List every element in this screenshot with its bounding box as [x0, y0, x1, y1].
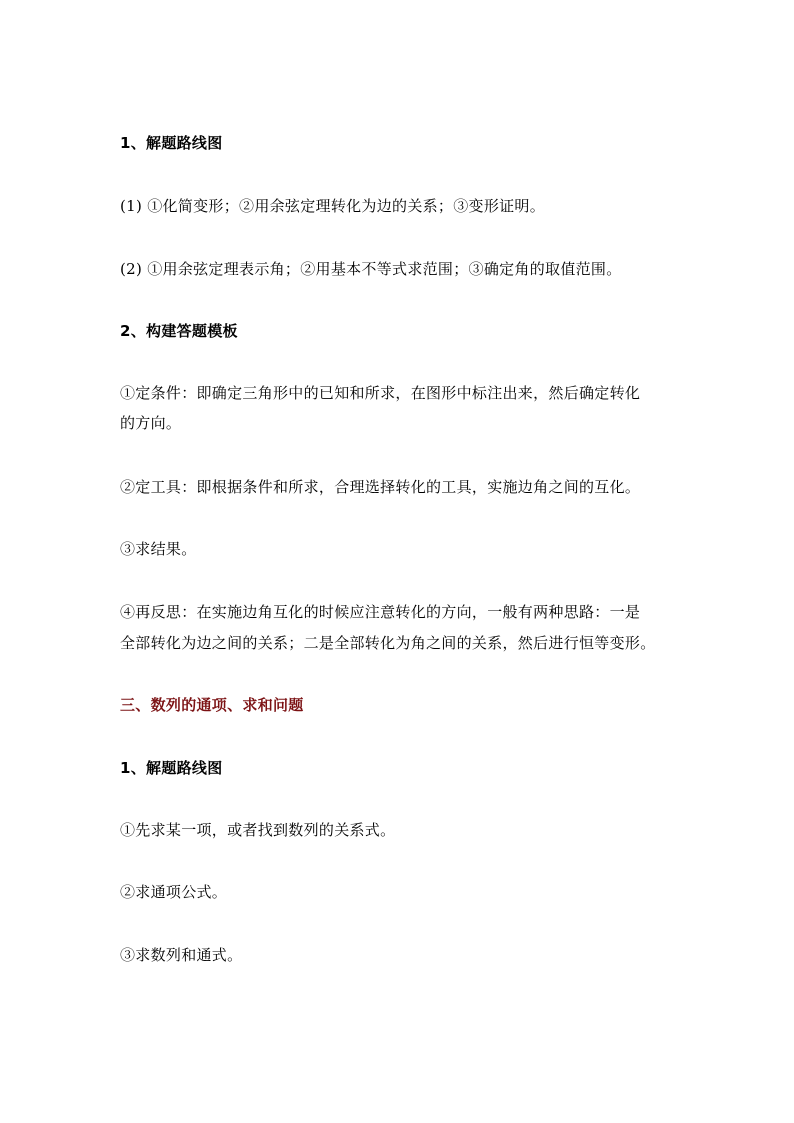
paragraph-step-1: ①先求某一项，或者找到数列的关系式。: [120, 821, 396, 839]
paragraph-part-1: (1) ①化简变形；②用余弦定理转化为边的关系；③变形证明。: [120, 197, 546, 215]
paragraph-step-3: ③求数列和通式。: [120, 946, 243, 964]
section-title-sequences: 三、数列的通项、求和问题: [120, 696, 304, 714]
paragraph-define-conditions-line1: ①定条件：即确定三角形中的已知和所求，在图形中标注出来，然后确定转化: [120, 384, 641, 402]
heading-solution-route: 1、解题路线图: [120, 134, 223, 152]
heading-solution-route-2: 1、解题路线图: [120, 759, 223, 777]
paragraph-reflect-line1: ④再反思：在实施边角互化的时候应注意转化的方向，一般有两种思路：一是: [120, 603, 641, 621]
paragraph-step-2: ②求通项公式。: [120, 883, 228, 901]
paragraph-define-conditions-line2: 的方向。: [120, 414, 182, 432]
paragraph-get-result: ③求结果。: [120, 540, 197, 558]
paragraph-part-2: (2) ①用余弦定理表示角；②用基本不等式求范围；③确定角的取值范围。: [120, 260, 622, 278]
paragraph-reflect-line2: 全部转化为边之间的关系；二是全部转化为角之间的关系，然后进行恒等变形。: [120, 634, 656, 652]
heading-answer-template: 2、构建答题模板: [120, 322, 238, 340]
paragraph-define-tools: ②定工具：即根据条件和所求，合理选择转化的工具，实施边角之间的互化。: [120, 478, 641, 496]
